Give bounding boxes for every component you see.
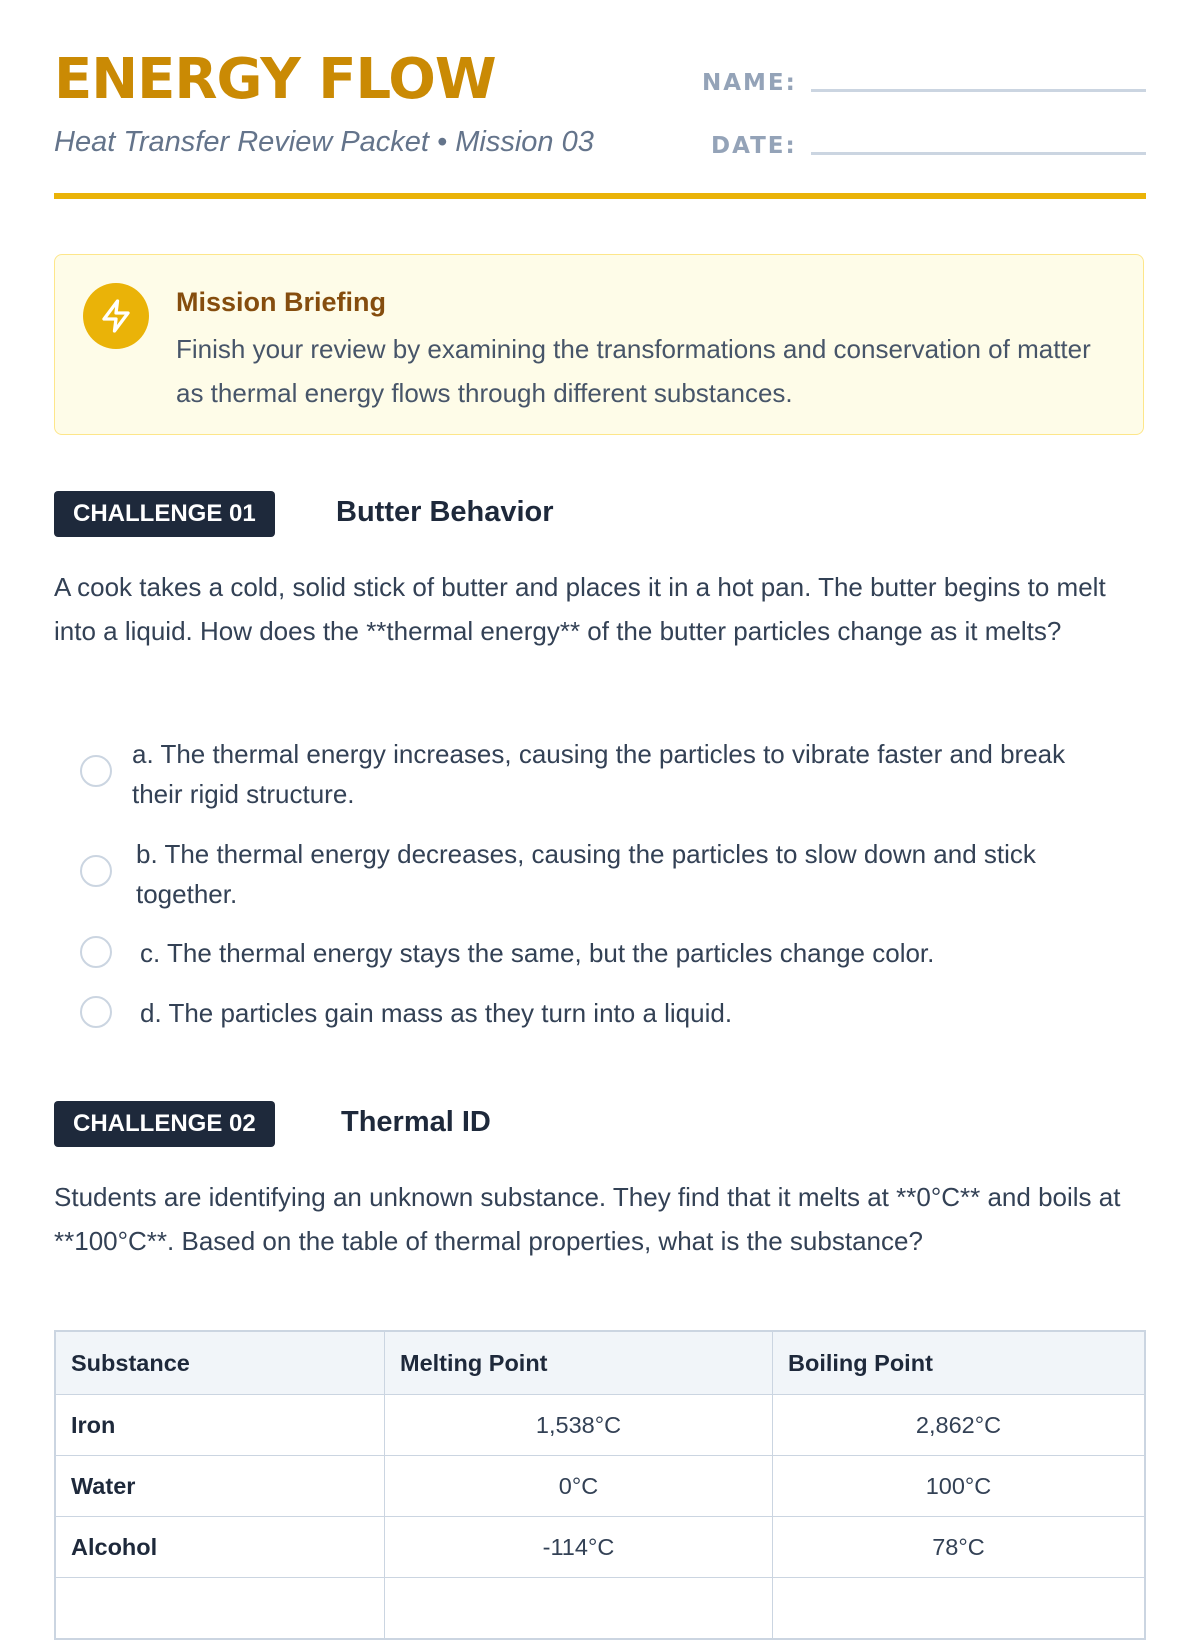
table-header-row: [55, 1331, 1145, 1395]
table-row: [55, 1395, 1145, 1456]
worksheet-header: [54, 0, 1146, 200]
challenge-01-title: Butter Behavior: [336, 496, 554, 528]
date-label: DATE:: [711, 133, 797, 159]
challenge-02-title: Thermal ID: [341, 1106, 491, 1138]
option-d-text: d. The particles gain mass as they turn into a liquid.: [140, 998, 733, 1028]
boiling-point-cell: 100°C: [773, 1456, 1146, 1517]
name-label: NAME:: [702, 70, 797, 96]
table-row: [55, 1456, 1145, 1517]
boiling-point-cell: 2,862°C: [773, 1395, 1146, 1456]
column-header-boiling-point: Boiling Point: [773, 1331, 1146, 1395]
header-divider: [54, 193, 1146, 199]
option-b-text: b. The thermal energy decreases, causing the particles to slow down and stick together.: [136, 839, 1036, 909]
name-field-line[interactable]: [811, 89, 1146, 92]
lightning-bolt-icon: [83, 283, 149, 349]
substance-cell-empty: [55, 1578, 385, 1640]
option-c-radio[interactable]: [80, 936, 112, 968]
page-title: ENERGY FLOW: [54, 47, 496, 112]
date-field-line[interactable]: [811, 152, 1146, 155]
substance-cell: Alcohol: [55, 1517, 385, 1578]
thermal-properties-table: [54, 1330, 1146, 1640]
column-header-melting-point: Melting Point: [385, 1331, 773, 1395]
page-subtitle: Heat Transfer Review Packet • Mission 03: [54, 126, 594, 158]
briefing-text: Finish your review by examining the transformations and conservation of matter as thermal energy flows through different substances.: [176, 334, 1091, 408]
briefing-title: Mission Briefing: [176, 287, 387, 317]
melting-point-cell: 0°C: [385, 1456, 773, 1517]
challenge-02-prompt: Students are identifying an unknown substance. They find that it melts at **0°C** and boils at **100°C**. Based on the table of thermal properties, what is the substance?: [54, 1182, 1121, 1256]
melting-point-cell: 1,538°C: [385, 1395, 773, 1456]
table-row: [55, 1517, 1145, 1578]
substance-cell: Water: [55, 1456, 385, 1517]
option-b-radio[interactable]: [80, 855, 112, 887]
mission-briefing-callout: [54, 254, 1144, 435]
melting-point-cell: -114°C: [385, 1517, 773, 1578]
worksheet-page: [54, 0, 1146, 1560]
challenge-01-prompt: A cook takes a cold, solid stick of butter and places it in a hot pan. The butter begins to melt into a liquid. How does the **thermal energy** of the butter particles change as it melts?: [54, 572, 1106, 646]
melting-point-cell-empty: [385, 1578, 773, 1640]
challenge-01-badge: CHALLENGE 01: [54, 491, 275, 537]
option-c-text: c. The thermal energy stays the same, but the particles change color.: [140, 938, 935, 968]
boiling-point-cell-empty: [773, 1578, 1146, 1640]
challenge-02-badge: CHALLENGE 02: [54, 1101, 275, 1147]
boiling-point-cell: 78°C: [773, 1517, 1146, 1578]
option-d-radio[interactable]: [80, 996, 112, 1028]
table-row: [55, 1578, 1145, 1640]
option-a-radio[interactable]: [80, 755, 112, 787]
column-header-substance: Substance: [55, 1331, 385, 1395]
substance-cell: Iron: [55, 1395, 385, 1456]
option-a-text: a. The thermal energy increases, causing the particles to vibrate faster and break their rigid structure.: [132, 739, 1066, 809]
